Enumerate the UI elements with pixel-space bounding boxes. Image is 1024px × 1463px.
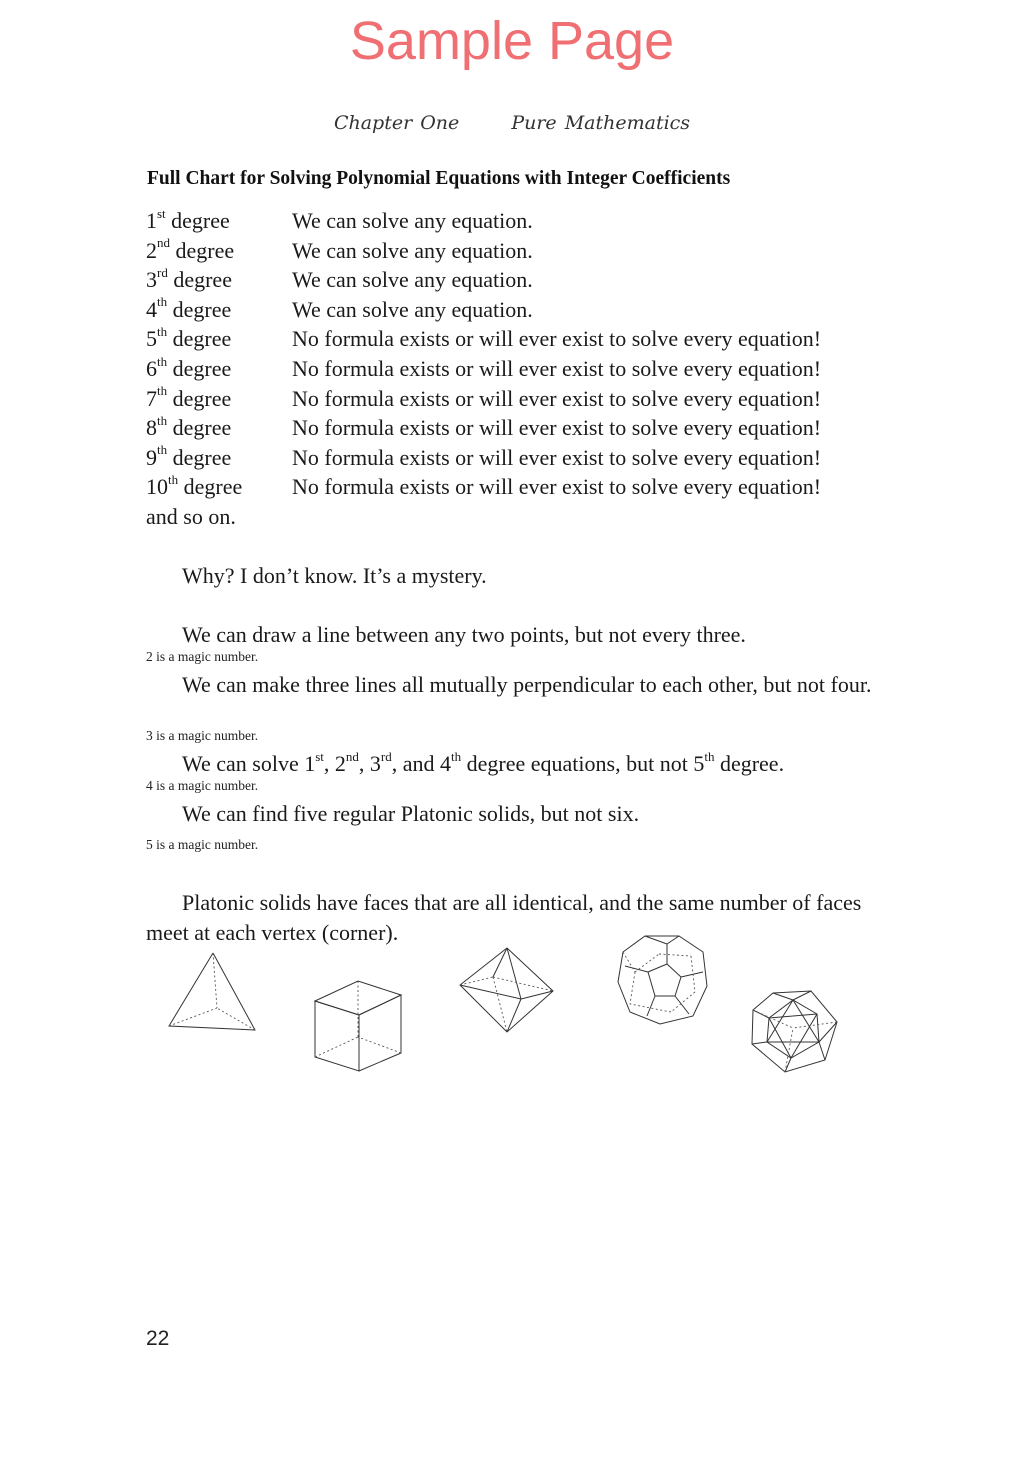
degree-number: 7 (146, 385, 157, 411)
degree-word: degree (167, 415, 232, 441)
degree-number: 3 (146, 267, 157, 293)
degree-description: No formula exists or will ever exist to solve every equation! (292, 444, 822, 470)
degree-description: No formula exists or will ever exist to solve every equation! (292, 474, 822, 500)
degree-number: 2 (146, 237, 157, 263)
degree-label (146, 295, 231, 325)
degree-number: 9 (146, 444, 157, 470)
solve-text: We can solve 1 (182, 751, 316, 776)
perp-paragraph (146, 670, 876, 700)
solve-text: , 2 (323, 751, 346, 776)
degree-word: degree (178, 474, 243, 500)
degree-word: degree (167, 296, 232, 322)
degree-word: degree (170, 237, 235, 263)
degree-word: degree (167, 326, 232, 352)
degree-ordinal: st (157, 205, 166, 221)
running-head (0, 112, 1024, 134)
solve-text: degree. (714, 751, 785, 776)
chart-title: Full Chart for Solving Polynomial Equations with Integer Coefficients (147, 168, 731, 189)
degree-ordinal: th (157, 442, 168, 458)
degree-word: degree (167, 385, 232, 411)
solve-text: , 3 (358, 751, 381, 776)
degree-ordinal: th (157, 324, 168, 340)
degree-ordinal: th (168, 472, 179, 488)
section-label: Pure Mathematics (511, 112, 691, 134)
cube-icon (312, 975, 407, 1075)
degree-number: 4 (146, 296, 157, 322)
degree-number: 8 (146, 415, 157, 441)
and-so-on: and so on. (146, 504, 236, 529)
degree-description: We can solve any equation. (292, 267, 533, 293)
platonic-def-text: Platonic solids have faces that are all identical, and the same number of faces meet at each vertex (corner). (146, 890, 862, 945)
degree-label (146, 413, 231, 443)
degree-word: degree (167, 267, 232, 293)
line-text: We can draw a line between any two points, but not every three. (182, 622, 746, 647)
sup: th (451, 748, 462, 764)
degree-description: No formula exists or will ever exist to solve every equation! (292, 326, 822, 352)
magic-note-2: 2 is a magic number. (146, 649, 259, 664)
degree-description: No formula exists or will ever exist to solve every equation! (292, 385, 822, 411)
sup: st (315, 748, 324, 764)
degree-number: 6 (146, 355, 157, 381)
degree-number: 5 (146, 326, 157, 352)
sup: th (704, 748, 715, 764)
degree-label (146, 354, 231, 384)
degree-label (146, 472, 242, 502)
degree-description: No formula exists or will ever exist to solve every equation! (292, 415, 822, 441)
degree-word: degree (167, 355, 232, 381)
degree-number: 1 (146, 208, 157, 233)
degree-label (146, 324, 231, 354)
solve-paragraph (146, 749, 906, 779)
degree-label (146, 384, 231, 414)
solve-text: degree equations, but not 5 (461, 751, 705, 776)
degree-ordinal: rd (157, 264, 168, 280)
degree-word: degree (165, 208, 230, 233)
solve-text: , and 4 (391, 751, 452, 776)
dodecahedron-icon (615, 932, 711, 1028)
chapter-label: Chapter One (333, 112, 460, 134)
magic-note-5: 5 is a magic number. (146, 837, 259, 852)
magic-note-3: 3 is a magic number. (146, 728, 259, 743)
platonic-def-paragraph (146, 888, 866, 947)
sup: rd (380, 748, 392, 764)
sup: nd (345, 748, 359, 764)
degree-ordinal: th (157, 294, 168, 310)
degree-description: We can solve any equation. (292, 237, 533, 263)
degree-label (146, 443, 231, 473)
page-number: 22 (146, 1327, 170, 1350)
degree-description: We can solve any equation. (292, 208, 533, 233)
degree-description: No formula exists or will ever exist to solve every equation! (292, 355, 822, 381)
degree-word: degree (167, 444, 232, 470)
why-text: Why? I don’t know. It’s a mystery. (182, 563, 487, 588)
degree-ordinal: th (157, 383, 168, 399)
line-paragraph (146, 620, 886, 650)
degree-ordinal: th (157, 353, 168, 369)
octahedron-icon (457, 945, 557, 1037)
degree-ordinal: th (157, 412, 168, 428)
platonic-five-text: We can find five regular Platonic solids, but not six. (182, 801, 640, 826)
sample-watermark: Sample Page (349, 11, 675, 71)
degree-label (146, 236, 234, 266)
platonic-five-paragraph (146, 799, 886, 829)
tetrahedron-icon (165, 950, 260, 1035)
why-paragraph (146, 561, 886, 591)
degree-number: 10 (146, 474, 168, 500)
degree-label (146, 265, 232, 295)
degree-description: We can solve any equation. (292, 296, 533, 322)
degree-label (146, 206, 230, 236)
icosahedron-icon (749, 988, 841, 1076)
degree-ordinal: nd (157, 235, 170, 251)
perp-text: We can make three lines all mutually perpendicular to each other, but not four. (182, 672, 872, 697)
magic-note-4: 4 is a magic number. (146, 778, 259, 793)
